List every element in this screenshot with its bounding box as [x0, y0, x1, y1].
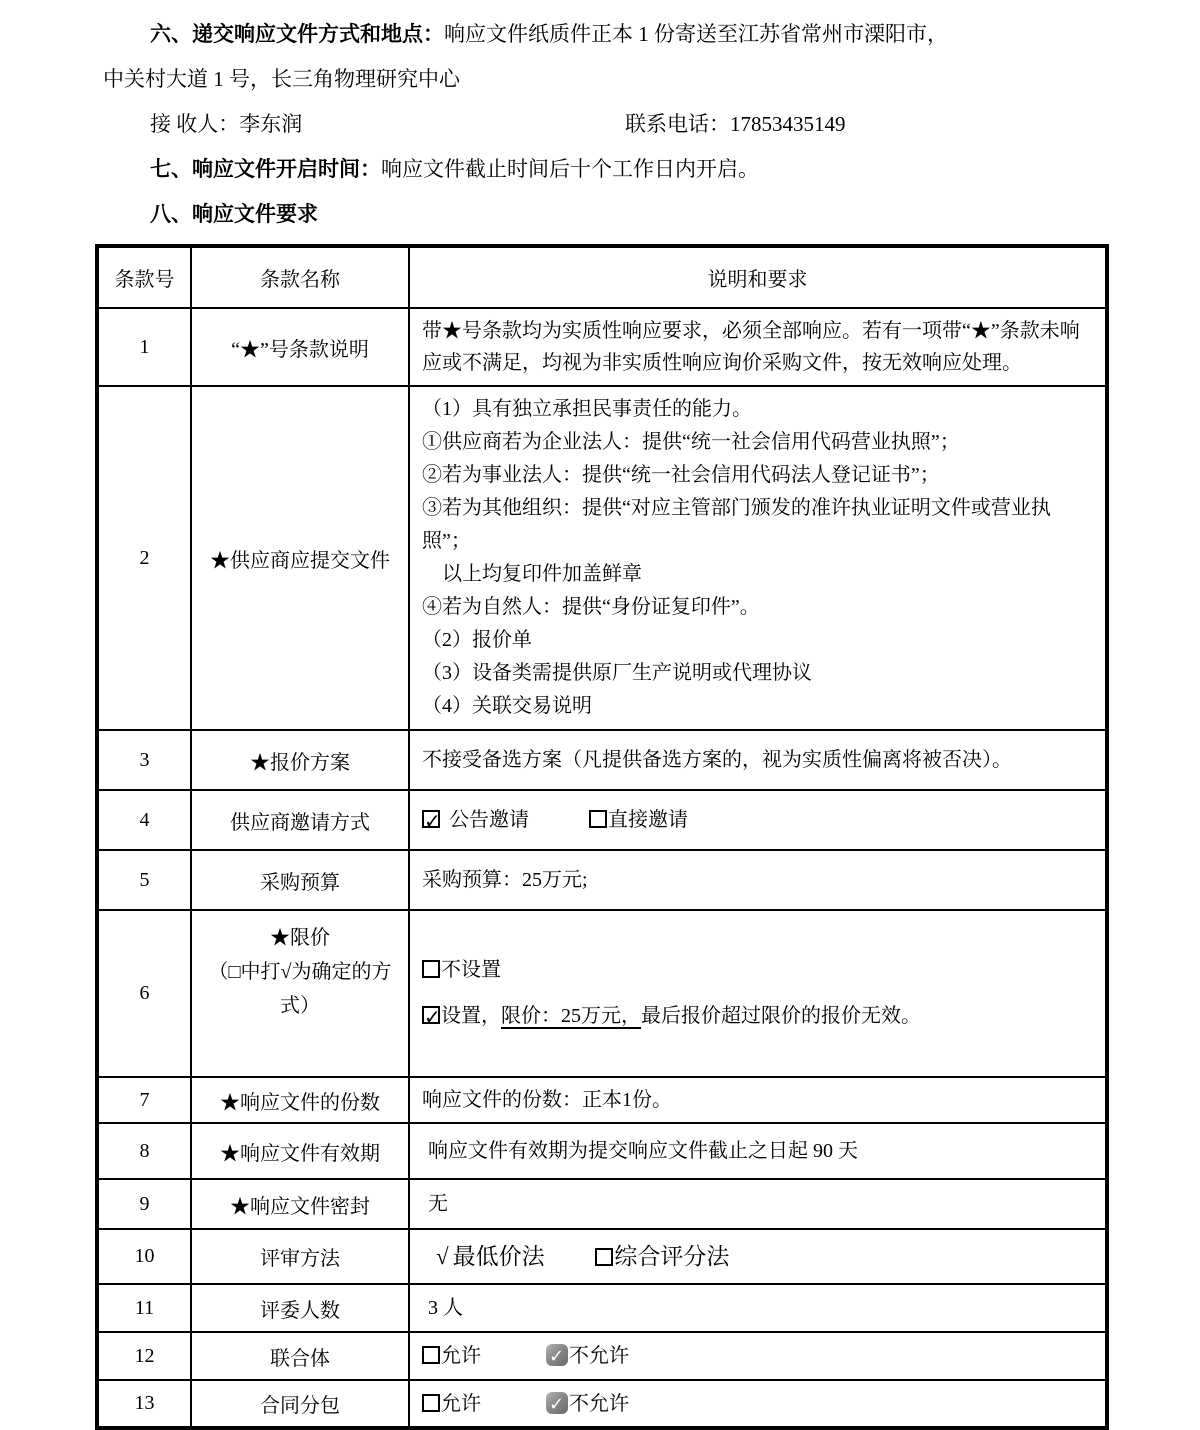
phone-field [578, 102, 846, 147]
option-no-limit [422, 954, 1093, 987]
clause-number: 12 [97, 1332, 191, 1380]
desc-line: ④若为自然人：提供“身份证复印件”。 [422, 596, 760, 618]
section-7-text: 响应文件截止时间后十个工作日内开启。 [381, 157, 759, 181]
option-direct-invite [589, 809, 688, 831]
empty-checkbox-icon [422, 1394, 440, 1412]
empty-checkbox-icon [422, 960, 440, 978]
header-clause-desc: 说明和要求 [409, 246, 1107, 308]
clause-desc [409, 1332, 1107, 1380]
contact-line [103, 102, 1105, 147]
section-7-heading: 七、响应文件开启时间： [150, 158, 381, 181]
option-label: 公告邀请 [449, 809, 529, 831]
clause-name: 合同分包 [191, 1380, 409, 1428]
desc-line: （1）具有独立承担民事责任的能力。 [422, 398, 752, 420]
section-6-line2: 中关村大道 1 号，长三角物理研究中心 [103, 67, 460, 91]
clause-number: 10 [97, 1229, 191, 1284]
option-label: 不允许 [569, 1345, 629, 1367]
table-row [97, 1380, 1107, 1428]
clause-number: 11 [97, 1284, 191, 1332]
section-7-paragraph [103, 147, 1105, 192]
table-row [97, 1179, 1107, 1229]
header-clause-no: 条款号 [97, 246, 191, 308]
clause-desc [409, 1380, 1107, 1428]
clause-name: 评委人数 [191, 1284, 409, 1332]
clause-name [191, 910, 409, 1077]
desc-line: （4）关联交易说明 [422, 695, 592, 717]
phone-label: 联系电话： [625, 112, 730, 136]
clause-name: ★响应文件有效期 [191, 1123, 409, 1179]
table-row [97, 1284, 1107, 1332]
clause-desc [409, 386, 1107, 730]
clause-name: ★响应文件密封 [191, 1179, 409, 1229]
clause-number: 8 [97, 1123, 191, 1179]
table-row [97, 790, 1107, 850]
check-mark-icon: √ [436, 1243, 449, 1269]
section-6-text: 响应文件纸质件正本 1 份寄送至江苏省常州市溧阳市， [444, 22, 948, 46]
table-row [97, 850, 1107, 910]
clause-name: “★”号条款说明 [191, 308, 409, 386]
clause-name: 联合体 [191, 1332, 409, 1380]
clause-name: 评审方法 [191, 1229, 409, 1284]
desc-line: 以上均复印件加盖鲜章 [422, 563, 642, 585]
table-row [97, 1332, 1107, 1380]
table-row [97, 308, 1107, 386]
receiver-field [150, 112, 302, 136]
header-clause-name: 条款名称 [191, 246, 409, 308]
section-6-paragraph [103, 12, 1105, 57]
clause-name: 采购预算 [191, 850, 409, 910]
clause-desc: 无 [409, 1179, 1107, 1229]
clause-name-line: （□中打√为确定的方式） [208, 961, 392, 1017]
empty-checkbox-icon [595, 1248, 613, 1266]
option-allow [422, 1345, 481, 1367]
clause-name: ★报价方案 [191, 730, 409, 790]
clause-number: 5 [97, 850, 191, 910]
option-label: 设置， [441, 1005, 501, 1027]
clause-number: 7 [97, 1077, 191, 1123]
intro-section [95, 12, 1105, 237]
clause-name: ★供应商应提交文件 [191, 386, 409, 730]
table-row [97, 730, 1107, 790]
option-label: 不设置 [441, 959, 501, 981]
table-header-row [97, 246, 1107, 308]
phone-number: 17853435149 [730, 112, 846, 136]
limit-price-underlined: 限价：25万元， [501, 1005, 641, 1027]
clause-number: 2 [97, 386, 191, 730]
option-label: 最低价法 [452, 1243, 545, 1269]
receiver-label: 接 收人： [150, 112, 240, 136]
section-6-heading: 六、递交响应文件方式和地点： [150, 23, 444, 46]
desc-line: ①供应商若为企业法人：提供“统一社会信用代码营业执照”； [422, 431, 960, 453]
requirements-table [95, 244, 1109, 1430]
clause-desc: 采购预算：25万元; [409, 850, 1107, 910]
clause-desc [409, 1229, 1107, 1284]
gray-checked-checkbox-icon [546, 1344, 568, 1366]
checked-checkbox-icon [422, 1006, 440, 1024]
clause-number: 1 [97, 308, 191, 386]
table-row [97, 386, 1107, 730]
option-label: 允许 [441, 1392, 481, 1415]
clause-desc: 3 人 [409, 1284, 1107, 1332]
table-row [97, 1077, 1107, 1123]
option-label: 直接邀请 [608, 809, 688, 831]
receiver-name: 李东润 [239, 112, 303, 136]
clause-name: ★响应文件的份数 [191, 1077, 409, 1123]
desc-line: ②若为事业法人：提供“统一社会信用代码法人登记证书”； [422, 464, 940, 486]
option-public-invite [422, 809, 529, 831]
empty-checkbox-icon [589, 810, 607, 828]
clause-desc [409, 910, 1107, 1077]
option-label: 综合评分法 [614, 1243, 730, 1269]
desc-line: （2）报价单 [422, 629, 532, 651]
option-set-limit [422, 1000, 1093, 1033]
gray-checked-checkbox-icon [546, 1392, 568, 1414]
clause-name: 供应商邀请方式 [191, 790, 409, 850]
clause-desc: 带★号条款均为实质性响应要求，必须全部响应。若有一项带“★”条款未响应或不满足，均视为非实质性响应询价采购文件，按无效响应处理。 [409, 308, 1107, 386]
option-lowest-price [436, 1244, 545, 1269]
clause-desc: 响应文件的份数：正本1份。 [409, 1077, 1107, 1123]
clause-desc [409, 790, 1107, 850]
clause-number: 6 [97, 910, 191, 1077]
section-8-heading: 八、响应文件要求 [150, 203, 318, 226]
table-row [97, 1229, 1107, 1284]
option-label: 允许 [441, 1345, 481, 1367]
checked-checkbox-icon [422, 810, 440, 828]
clause-name-line: ★限价 [270, 927, 330, 949]
option-comprehensive-scoring [595, 1244, 729, 1269]
clause-desc: 响应文件有效期为提交响应文件截止之日起 90 天 [409, 1123, 1107, 1179]
option-label: 最后报价超过限价的报价无效。 [641, 1005, 921, 1027]
clause-desc: 不接受备选方案（凡提供备选方案的，视为实质性偏离将被否决）。 [409, 730, 1107, 790]
empty-checkbox-icon [422, 1346, 440, 1364]
clause-number: 3 [97, 730, 191, 790]
option-label: 不允许 [569, 1392, 629, 1415]
desc-line: （3）设备类需提供原厂生产说明或代理协议 [422, 662, 812, 684]
table-row [97, 1123, 1107, 1179]
option-not-allow [546, 1345, 629, 1367]
clause-number: 9 [97, 1179, 191, 1229]
table-row [97, 910, 1107, 1077]
clause-number: 13 [97, 1380, 191, 1428]
clause-number: 4 [97, 790, 191, 850]
desc-line: ③若为其他组织：提供“对应主管部门颁发的准许执业证明文件或营业执照”； [422, 497, 1051, 552]
